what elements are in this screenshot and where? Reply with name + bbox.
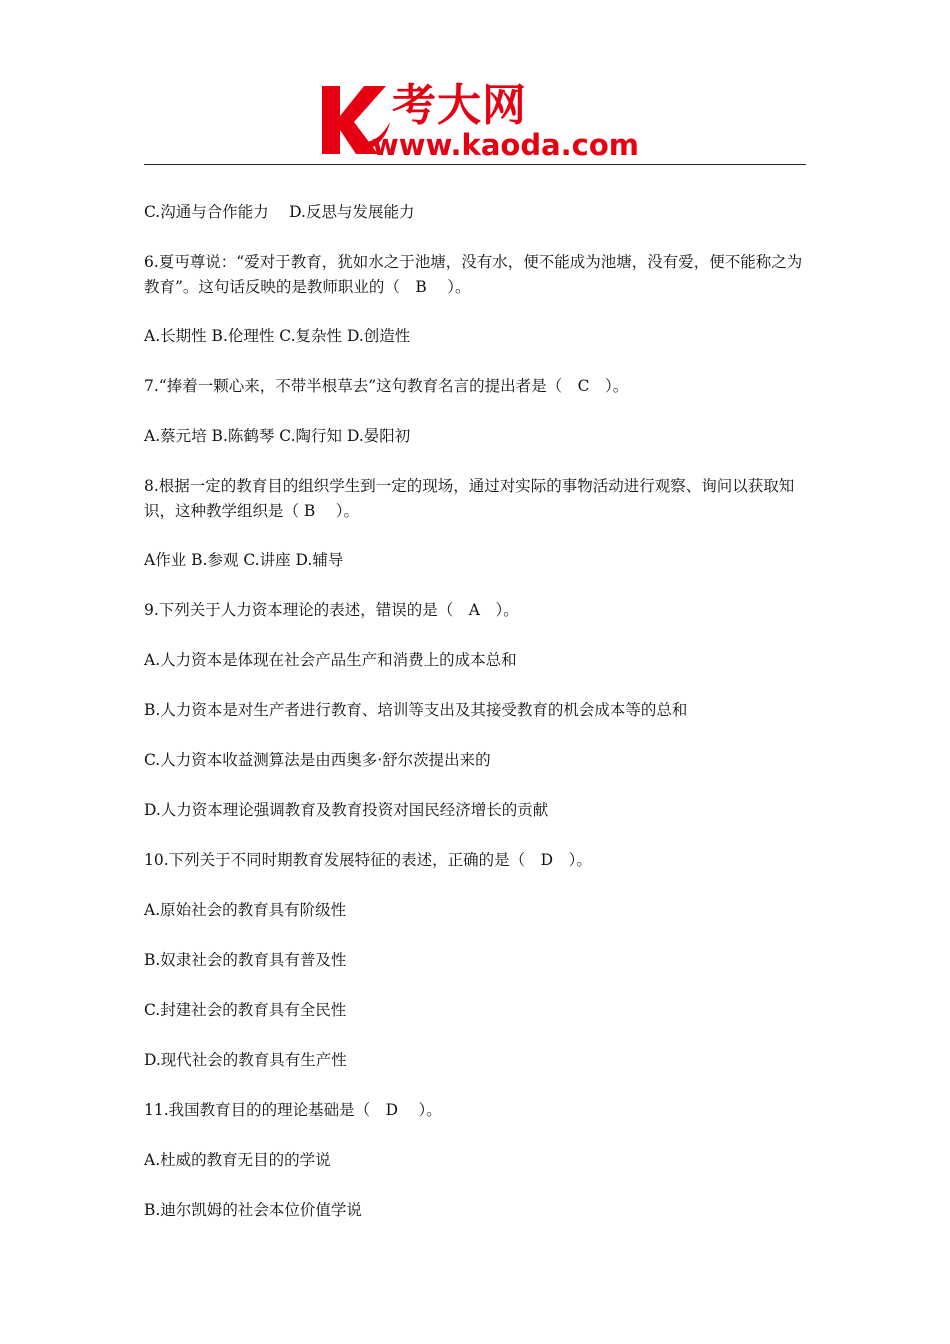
option-line: C.封建社会的教育具有全民性 [144,1001,347,1019]
option-line: A作业 B.参观 C.讲座 D.辅导 [144,551,344,569]
logo-url: www.kaoda.com [372,128,639,162]
question-8: 8.根据一定的教育目的组织学生到一定的现场，通过对实际的事物活动进行观察、询问以获取知识，这种教学组织是（ B ）。 [144,477,795,520]
option-line: D.人力资本理论强调教育及教育投资对国民经济增长的贡献 [144,801,549,819]
question-7: 7.“捧着一颗心来，不带半根草去”这句教育名言的提出者是（ C ）。 [144,377,629,395]
option-line: C.人力资本收益测算法是由西奥多·舒尔茨提出来的 [144,751,491,769]
question-9: 9.下列关于人力资本理论的表述，错误的是（ A ）。 [144,601,519,619]
header-divider [144,164,806,165]
option-line: A.蔡元培 B.陈鹤琴 C.陶行知 D.晏阳初 [144,427,411,445]
kaoda-logo [320,82,640,162]
option-line: B.人力资本是对生产者进行教育、培训等支出及其接受教育的机会成本等的总和 [144,701,688,719]
question-11: 11.我国教育目的的理论基础是（ D ）。 [144,1101,442,1119]
option-line: A.人力资本是体现在社会产品生产和消费上的成本总和 [144,651,517,669]
page-header [144,72,806,168]
option-line: B.奴隶社会的教育具有普及性 [144,951,347,969]
question-6: 6.夏丏尊说：“爱对于教育，犹如水之于池塘，没有水，便不能成为池塘，没有爱，便不能称之为教育”。这句话反映的是教师职业的（ B ）。 [144,253,803,296]
logo-chinese-name: 考大网 [392,80,527,131]
option-line: A.杜威的教育无目的的学说 [144,1151,331,1169]
question-10: 10.下列关于不同时期教育发展特征的表述，正确的是（ D ）。 [144,851,592,869]
option-line: D.现代社会的教育具有生产性 [144,1051,347,1069]
option-line: B.迪尔凯姆的社会本位价值学说 [144,1201,362,1219]
option-line: A.长期性 B.伦理性 C.复杂性 D.创造性 [144,327,411,345]
option-line: C.沟通与合作能力 D.反思与发展能力 [144,203,415,221]
option-line: A.原始社会的教育具有阶级性 [144,901,347,919]
